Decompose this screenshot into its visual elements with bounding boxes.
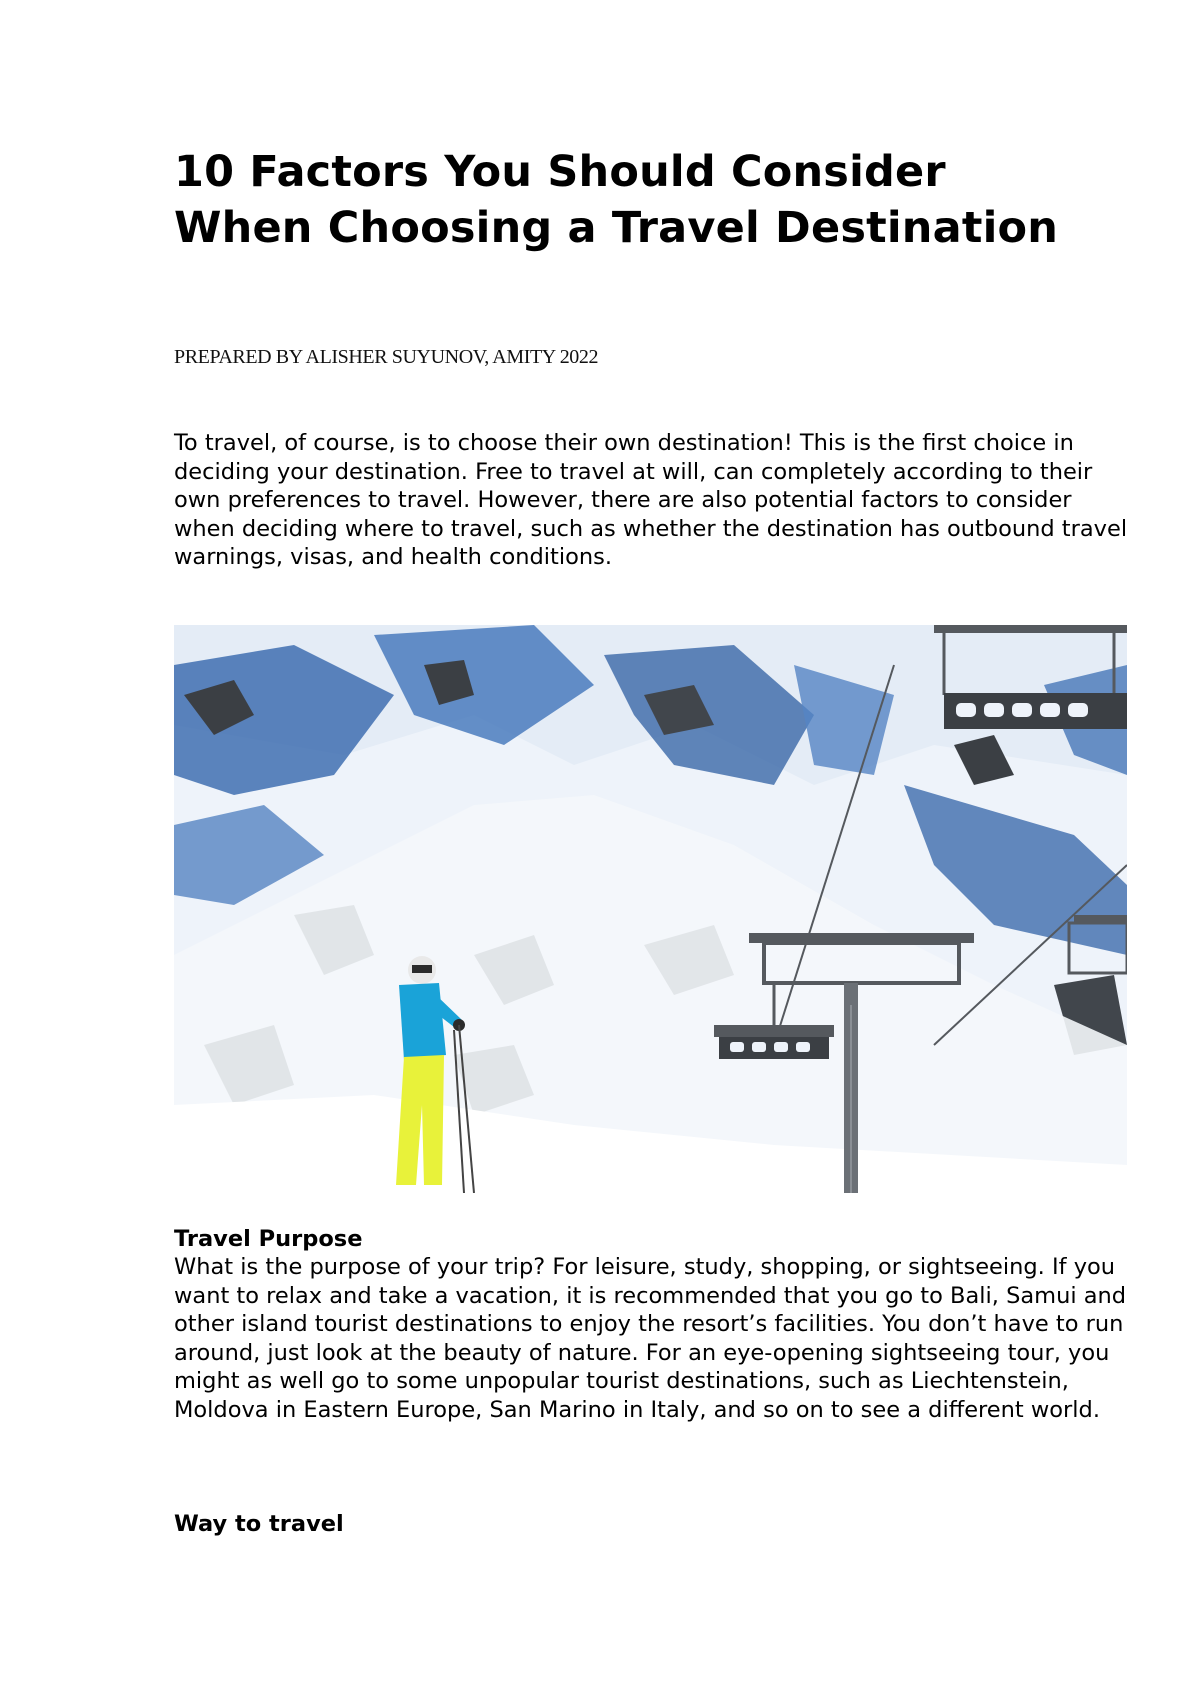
travel-purpose-heading: Travel Purpose: [174, 1226, 363, 1252]
travel-purpose-body: What is the purpose of your trip? For leisure, study, shopping, or sightseeing. If you want to relax and take a vacation, it is recommended that you go to Bali, Samui and other island tourist destinations to enjoy the resort’s facilities. You don’t have to run around, just look at the beauty of nature. For an eye-opening sightseeing tour, you might as well go to some unpopular tourist destinations, such as Liechtenstein, Moldova in Eastern Europe, San Marino in Italy, and so on to see a different world.: [174, 1254, 1127, 1423]
author-byline: PREPARED BY ALISHER SUYUNOV, AMITY 2022: [174, 346, 599, 368]
page-title: 10 Factors You Should Consider When Choosing a Travel Destination: [174, 147, 1059, 253]
intro-paragraph: To travel, of course, is to choose their own destination! This is the first choice in deciding your destination. Free to travel at will, can completely according to their own preferences to travel. However, there are also potential factors to consider when deciding where to travel, such as whether the destination has outbound travel warnings, visas, and health conditions.: [174, 430, 1128, 570]
ski-lift-photo: [174, 625, 1127, 1193]
way-to-travel-heading: Way to travel: [174, 1511, 344, 1537]
